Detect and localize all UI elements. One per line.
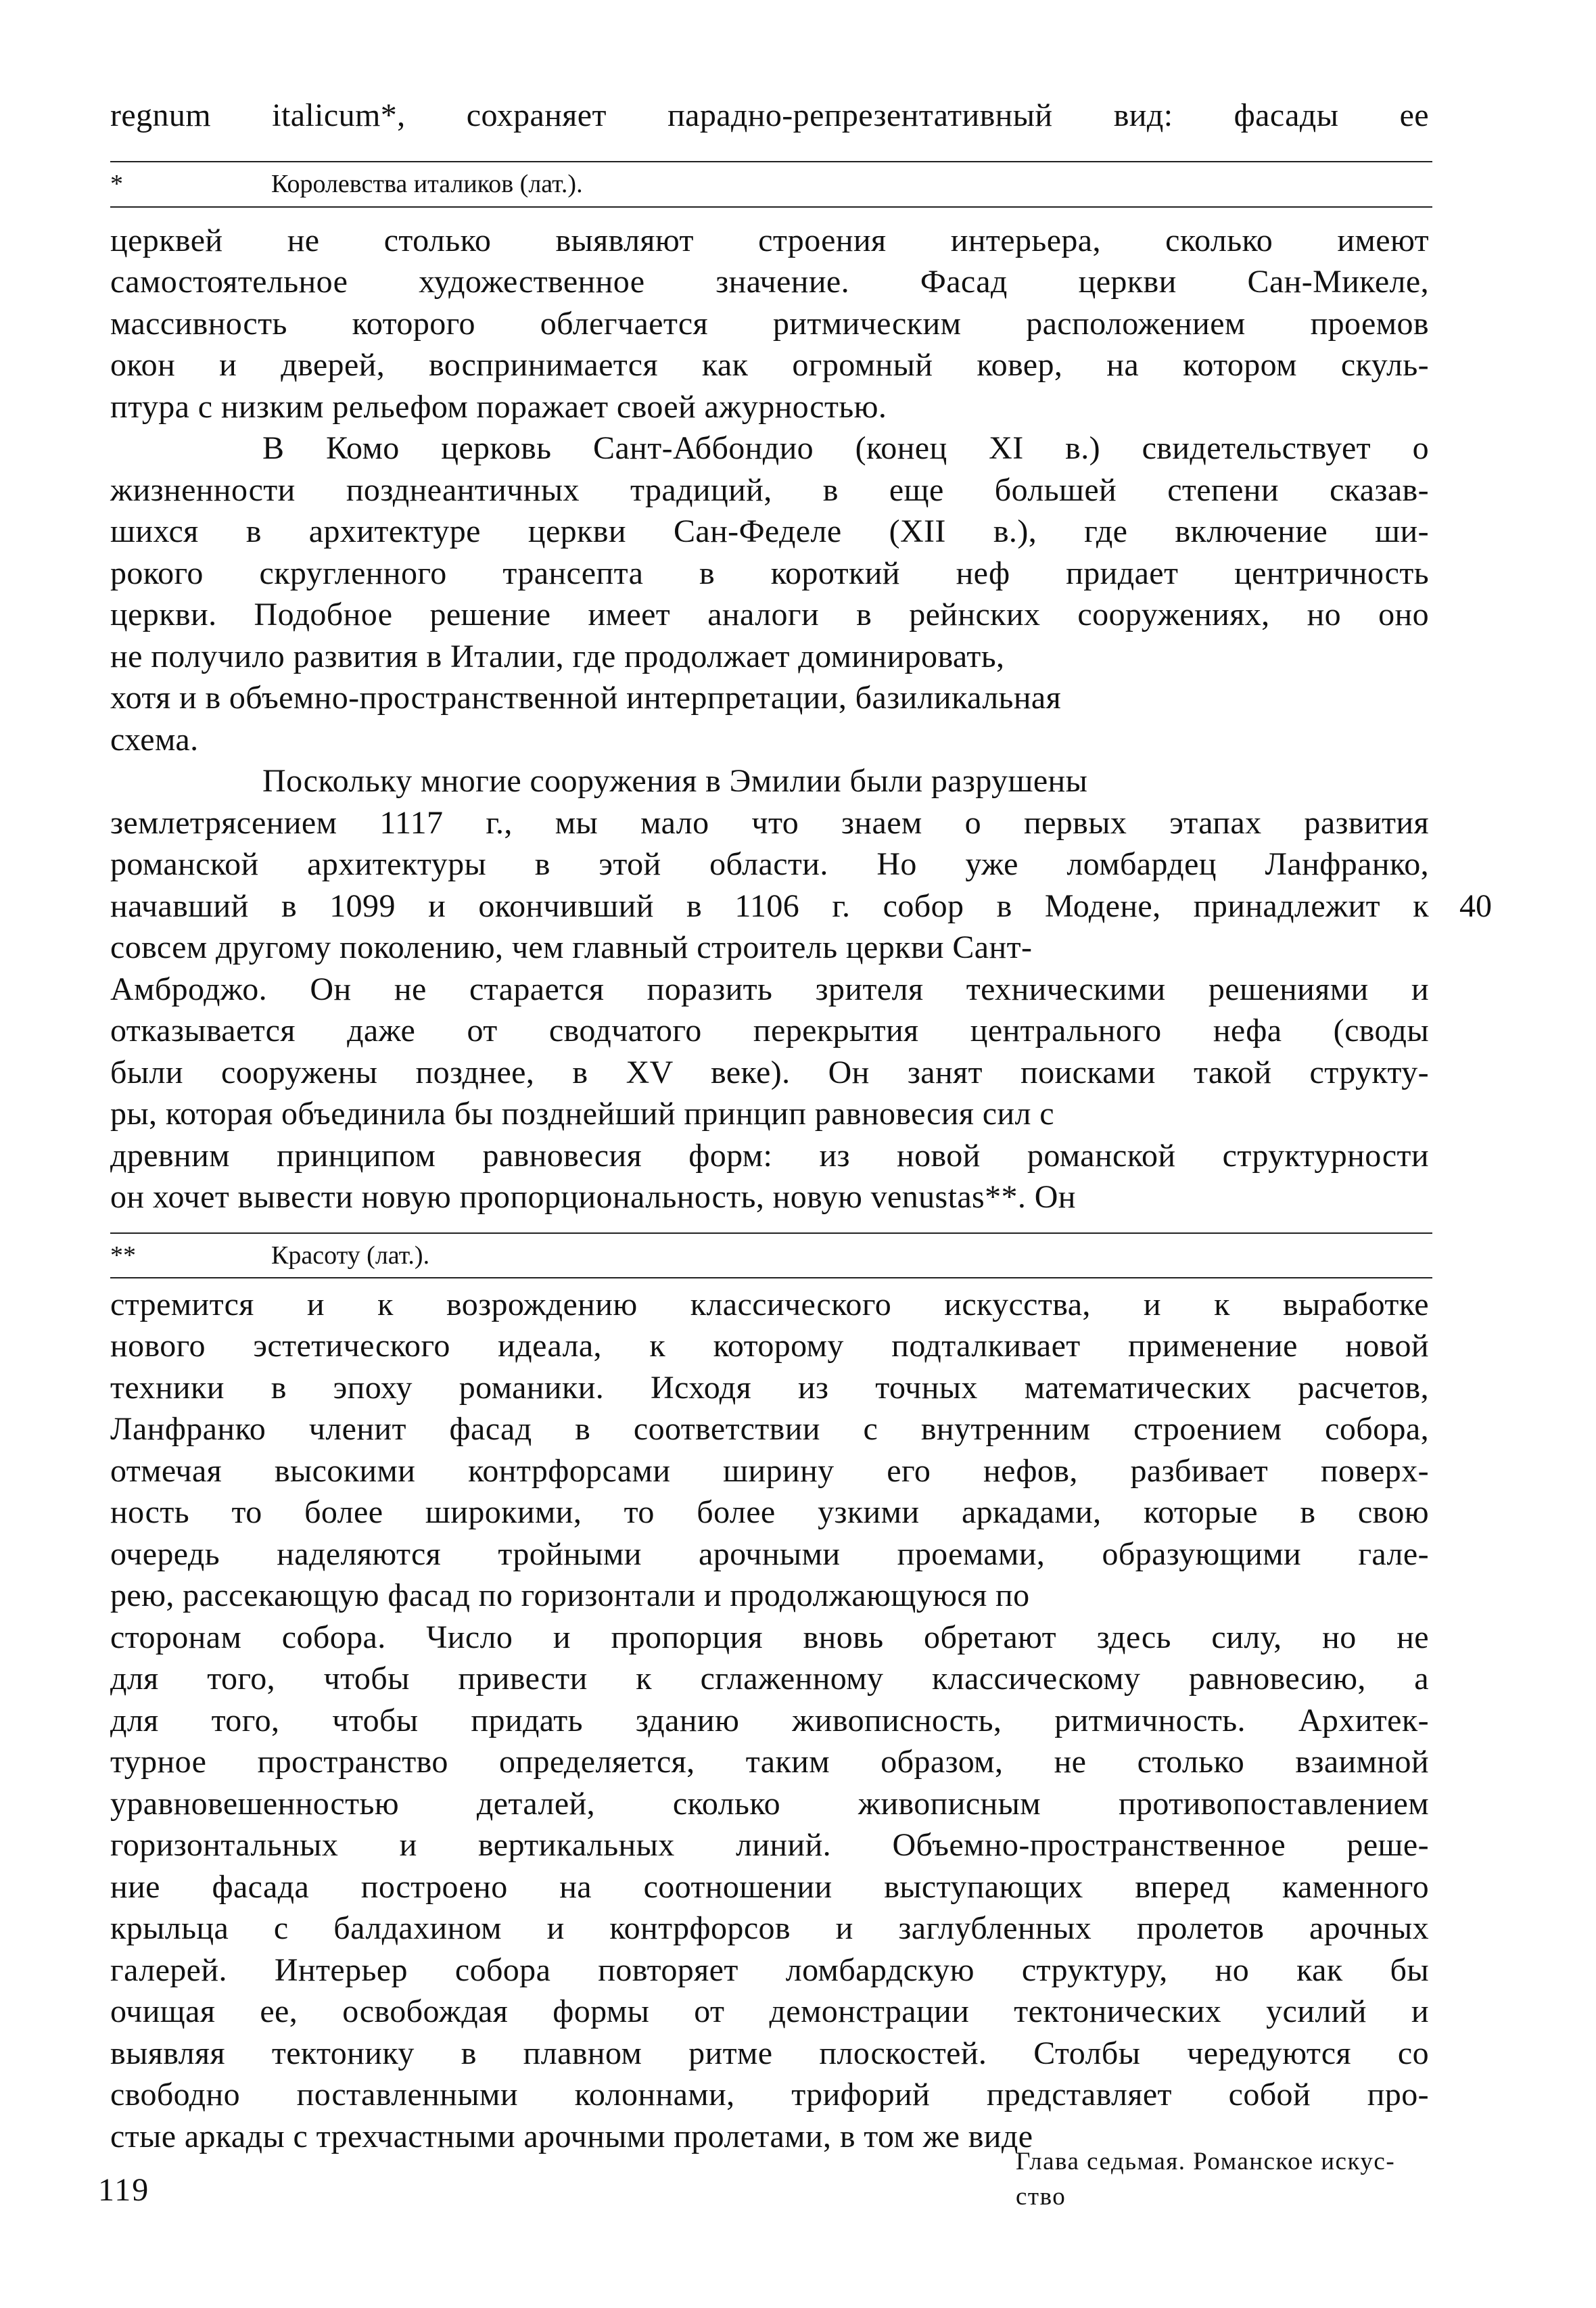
para2-line-5: церкви. Подобное решение имеет аналоги в рейнских сооружениях, но оно <box>110 597 1429 632</box>
para4-line-12: турное пространство определяется, таким образом, не столько взаимной <box>110 1744 1429 1780</box>
para3-line-10: древним принципом равновесия форм: из новой романской структурности <box>110 1138 1429 1174</box>
footnote-rule-bottom <box>110 206 1432 208</box>
para1-line-4: окон и дверей, воспринимается как огромный ковер, на котором скуль- <box>110 347 1429 383</box>
para3-line-7: отказывается даже от сводчатого перекрытия центрального нефа (своды <box>110 1013 1429 1048</box>
para4-line-3: техники в эпоху романики. Исходя из точных математических расчетов, <box>110 1370 1429 1406</box>
para3-line-4: начавший в 1099 и окончивший в 1106 г. собор в Модене, принадлежит к <box>110 888 1429 924</box>
para4-line-17: галерей. Интерьер собора повторяет ломбардскую структуру, но как бы <box>110 1952 1429 1988</box>
para4-line-11: для того, чтобы придать зданию живописность, ритмичность. Архитек- <box>110 1703 1429 1738</box>
para4-line-13: уравновешенностью деталей, сколько живописным противопоставлением <box>110 1786 1429 1822</box>
para4-line-8: рею, рассекающую фасад по горизонтали и продолжающуюся по <box>110 1577 1030 1613</box>
running-head <box>1016 2144 1516 2215</box>
page-number: 119 <box>98 2172 150 2208</box>
footnote-rule-top <box>110 161 1432 162</box>
para4-line-1: стремится и к возрождению классического искусства, и к выработке <box>110 1287 1429 1322</box>
para3-line-6: Амброджо. Он не старается поразить зрителя техническими решениями и <box>110 971 1429 1007</box>
para4-line-9: сторонам собора. Число и пропорция вновь обретают здесь силу, но не <box>110 1619 1429 1655</box>
para3-line-8: были сооружены позднее, в XV веке). Он занят поисками такой структу- <box>110 1055 1429 1090</box>
para4-line-5: отмечая высокими контрфорсами ширину его нефов, разбивает поверх- <box>110 1453 1429 1489</box>
footnote-2-mark: ** <box>110 1241 136 1270</box>
margin-number: 40 <box>1459 888 1492 924</box>
para1-line-2: самостоятельное художественное значение. Фасад церкви Сан-Микеле, <box>110 264 1429 300</box>
footnote2-rule-top <box>110 1232 1432 1234</box>
para2-line-1: В Комо церковь Сант-Аббондио (конец XI в.) свидетельствует о <box>262 430 1429 466</box>
para2-line-3: шихся в архитектуре церкви Сан-Феделе (XII в.), где включение ши- <box>110 513 1429 549</box>
para4-line-19: выявляя тектонику в плавном ритме плоскостей. Столбы чередуются со <box>110 2035 1429 2071</box>
para4-line-18: очищая ее, освобождая формы от демонстрации тектонических усилий и <box>110 1993 1429 2029</box>
para2-line-8: схема. <box>110 722 199 758</box>
para4-line-4: Ланфранко членит фасад в соответствии с внутренним строением собора, <box>110 1411 1429 1447</box>
para4-line-21: стые аркады с трехчастными арочными пролетами, в том же виде <box>110 2119 1033 2154</box>
running-head-line-1: Глава седьмая. Романское искус- <box>1016 2148 1396 2175</box>
footnote-1-text: Королевства италиков (лат.). <box>271 170 583 198</box>
para3-line-1: Поскольку многие сооружения в Эмилии были разрушены <box>262 763 1088 799</box>
footnote-1-mark: * <box>110 170 123 198</box>
footnote-2-text: Красоту (лат.). <box>271 1241 430 1270</box>
para3-line-9: ры, которая объединила бы позднейший принцип равновесия сил с <box>110 1096 1054 1132</box>
running-head-line-2: ство <box>1016 2183 1066 2211</box>
para4-line-16: крыльца с балдахином и контрфорсов и заглубленных пролетов арочных <box>110 1910 1429 1946</box>
para1-line-1: церквей не столько выявляют строения интерьера, сколько имеют <box>110 223 1429 258</box>
para2-line-2: жизненности позднеантичных традиций, в еще большей степени сказав- <box>110 472 1429 508</box>
para4-line-14: горизонтальных и вертикальных линий. Объемно-пространственное реше- <box>110 1827 1429 1863</box>
para2-line-7: хотя и в объемно-пространственной интерпретации, базиликальная <box>110 680 1062 716</box>
para3-line-5: совсем другому поколению, чем главный строитель церкви Сант- <box>110 929 1033 965</box>
para3-line-3: романской архитектуры в этой области. Но уже ломбардец Ланфранко, <box>110 846 1429 882</box>
para2-line-6: не получило развития в Италии, где продолжает доминировать, <box>110 639 1005 674</box>
para3-line-2: землетрясением 1117 г., мы мало что знаем о первых этапах развития <box>110 805 1429 841</box>
para4-line-20: свободно поставленными колоннами, трифорий представляет собой про- <box>110 2077 1429 2113</box>
footnote2-rule-bottom <box>110 1277 1432 1278</box>
para4-line-7: очередь наделяются тройными арочными проемами, образующими гале- <box>110 1536 1429 1572</box>
para2-line-4: рокого скругленного трансепта в короткий неф придает центричность <box>110 555 1429 591</box>
footnote-2 <box>110 1239 1429 1272</box>
para4-line-10: для того, чтобы привести к сглаженному классическому равновесию, а <box>110 1661 1429 1697</box>
para1-line-3: массивность которого облегчается ритмическим расположением проемов <box>110 306 1429 342</box>
footnote-1 <box>110 168 1429 200</box>
para4-line-6: ность то более широкими, то более узкими аркадами, которые в свою <box>110 1494 1429 1530</box>
body-line-top: regnum italicum*, сохраняет парадно-репрезентативный вид: фасады ее <box>110 97 1429 133</box>
para4-line-15: ние фасада построено на соотношении выступающих вперед каменного <box>110 1869 1429 1905</box>
para4-line-2: нового эстетического идеала, к которому подталкивает применение новой <box>110 1328 1429 1364</box>
para1-line-5: птура с низким рельефом поражает своей ажурностью. <box>110 389 887 425</box>
para3-line-11: он хочет вывести новую пропорциональность, новую venustas**. Он <box>110 1179 1076 1215</box>
